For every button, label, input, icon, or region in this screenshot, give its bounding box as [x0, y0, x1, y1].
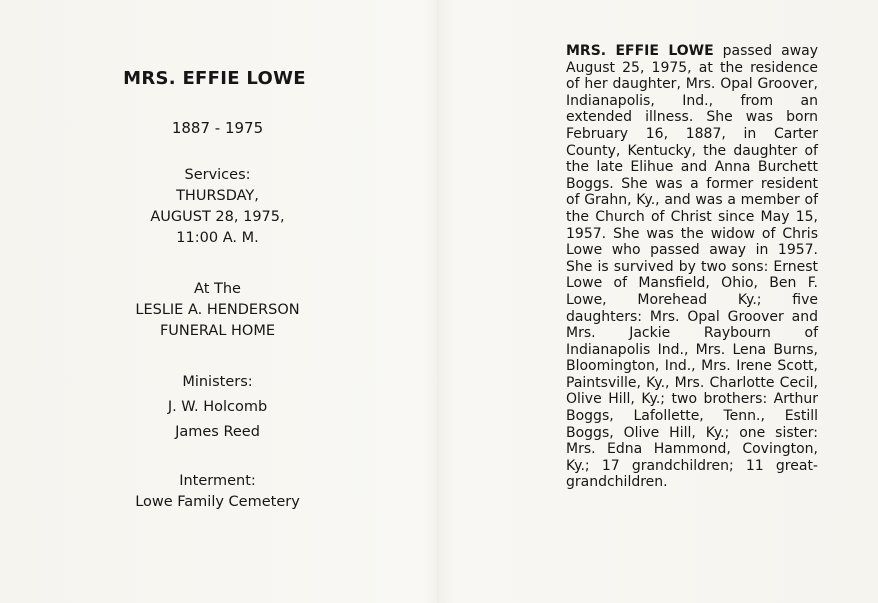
services-label: Services:: [184, 167, 251, 183]
minister-name: J. W. Holcomb: [167, 399, 268, 415]
obituary-body: passed away August 25, 1975, at the residence of her daughter, Mrs. Opal Groover, Indianapolis, Ind., from an extended illness. She was born February 16, 1887, in Carter County, Kentucky, the daughter of the late Elihue and Anna Burchett Boggs. She was a former resident of Grahn, Ky., and was a member of the Church of Christ since May 15, 1957. She was the widow of Chris Lowe who passed away in 1957. She is survived by two sons: Ernest Lowe of Mansfield, Ohio, Ben F. Lowe, Morehead Ky.; five daughters: Mrs. Opal Groover and Mrs. Jackie Raybourn of Indianapolis Ind., Mrs. Lena Burns, Bloomington, Ind., Mrs. Irene Scott, Paintsville, Ky., Mrs. Charlotte Cecil, Olive Hill, Ky.; two brothers: Arthur Boggs, Lafollette, Tenn., Estill Boggs, Olive Hill, Ky.; one sister: Mrs. Edna Hammond, Covington, Ky.; 17 grandchildren; 11 great-grandchildren.: [566, 43, 819, 491]
services-block: [40, 165, 395, 249]
ministers-block: [40, 372, 395, 443]
obituary-panel: [566, 43, 818, 491]
services-day: THURSDAY,: [176, 188, 259, 204]
services-time: 11:00 A. M.: [176, 230, 259, 246]
funeral-home-block: [40, 279, 395, 342]
deceased-name: MRS. EFFIE LOWE: [123, 68, 306, 89]
ministers-label: Ministers:: [182, 374, 253, 390]
interment-place: Lowe Family Cemetery: [135, 494, 300, 510]
card-fold: [437, 0, 439, 603]
location-prefix: At The: [194, 281, 241, 297]
minister-name: James Reed: [175, 424, 260, 440]
funeral-home-type: FUNERAL HOME: [159, 323, 276, 339]
obituary-lead-name: MRS. EFFIE LOWE: [566, 43, 714, 59]
interment-block: [40, 471, 395, 513]
services-date: AUGUST 28, 1975,: [150, 209, 285, 225]
funeral-home-name: LESLIE A. HENDERSON: [135, 302, 300, 318]
interment-label: Interment:: [179, 473, 256, 489]
obituary-text: [566, 43, 818, 491]
life-years: 1887 - 1975: [171, 119, 264, 137]
service-details-panel: [40, 68, 395, 513]
